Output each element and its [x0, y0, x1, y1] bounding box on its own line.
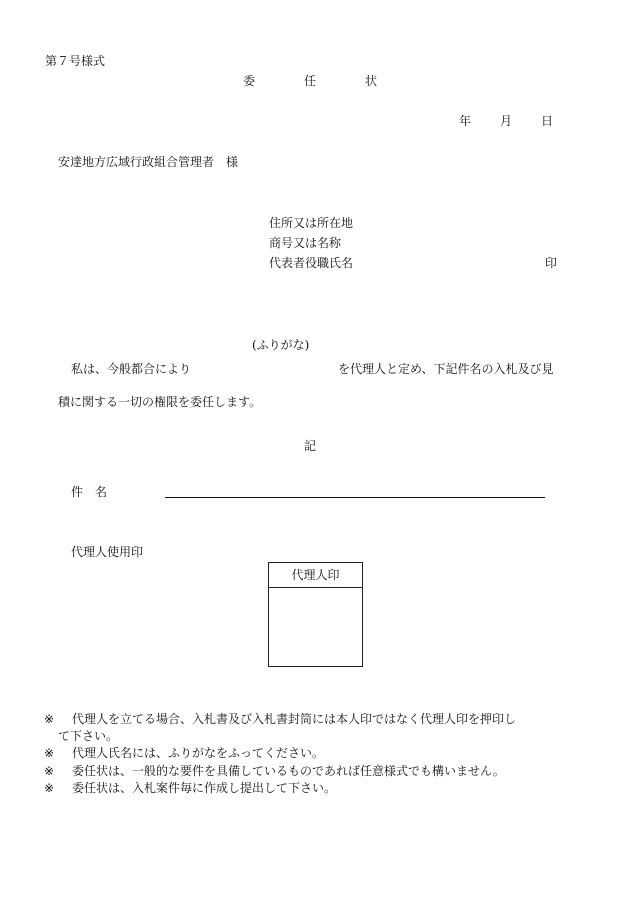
date-year: 年 — [459, 114, 472, 128]
note-text: 代理人氏名には、ふりがなをふってください。 — [72, 746, 325, 760]
subject-label: 件 名 — [71, 485, 108, 499]
note-text: 代理人を立てる場合、入札書及び入札書封筒には本人印ではなく代理人印を押印し — [72, 712, 517, 726]
document-title — [0, 74, 630, 88]
ki-mark: 記 — [304, 439, 317, 453]
form-number: 第７号様式 — [45, 54, 106, 68]
body-line-1-start: 私は、今般都合により — [71, 362, 192, 376]
note-text: て下さい。 — [58, 729, 119, 743]
agent-seal-box-header: 代理人印 — [269, 563, 362, 588]
note-item — [44, 781, 604, 795]
date-line — [0, 114, 630, 128]
note-item — [44, 712, 604, 726]
note-mark: ※ — [44, 781, 55, 795]
agent-seal-box — [268, 562, 363, 667]
note-item — [44, 764, 604, 778]
note-item — [44, 746, 604, 760]
seal-mark: 印 — [545, 256, 558, 270]
note-mark: ※ — [44, 746, 55, 760]
note-text: 委任状は、一般的な要件を具備しているものであれば任意様式でも構いません。 — [72, 764, 505, 778]
body-line-1-end: を代理人と定め、下記件名の入札及び見 — [338, 362, 554, 376]
agent-seal-label: 代理人使用印 — [71, 545, 144, 559]
furigana-label: (ふりがな) — [252, 338, 310, 352]
date-day: 日 — [541, 114, 554, 128]
note-item — [44, 729, 604, 743]
title-char-1: 委 — [243, 74, 256, 88]
subject-underline — [165, 497, 545, 498]
date-month: 月 — [500, 114, 513, 128]
title-char-2: 任 — [304, 74, 317, 88]
addressee: 安達地方広域行政組合管理者 様 — [58, 155, 239, 169]
address-label: 住所又は所在地 — [269, 216, 354, 230]
note-mark: ※ — [44, 712, 55, 726]
note-text: 委任状は、入札案件毎に作成し提出して下さい。 — [72, 781, 337, 795]
representative-label: 代表者役職氏名 — [269, 256, 354, 270]
title-char-3: 状 — [365, 74, 378, 88]
note-mark: ※ — [44, 764, 55, 778]
company-name-label: 商号又は名称 — [269, 236, 342, 250]
body-line-2: 積に関する一切の権限を委任します。 — [58, 395, 262, 409]
